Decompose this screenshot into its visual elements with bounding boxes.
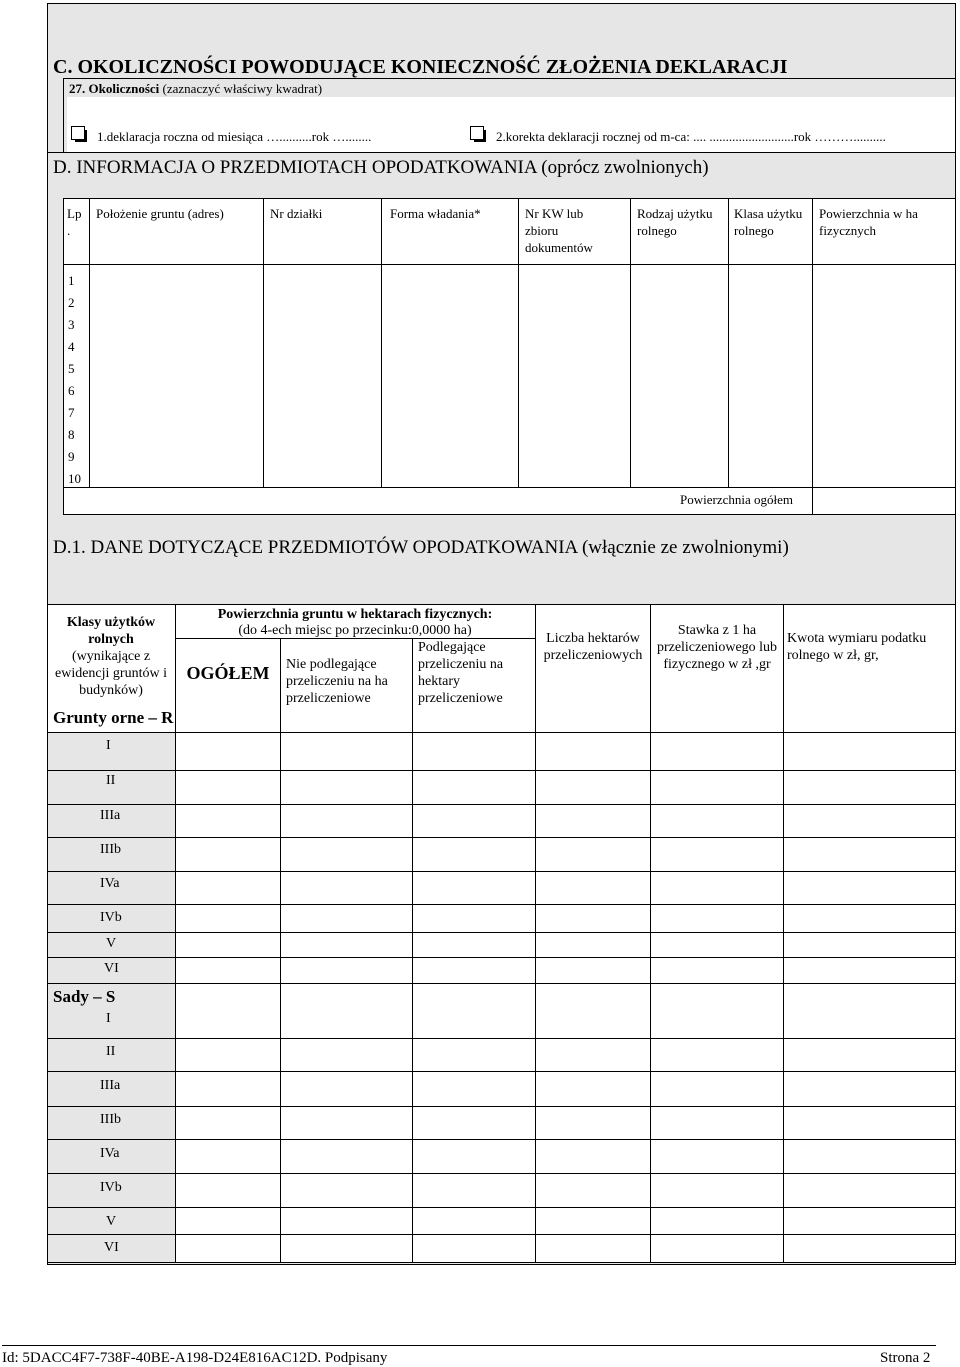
total-area-field[interactable] [813,488,955,514]
footer-rule [2,1345,936,1346]
row-number: 5 [68,361,75,376]
header-plot: Nr działki [270,206,323,221]
section-c-title: C. OKOLICZNOŚCI POWODUJĄCE KONIECZNOŚĆ ZŁOŻENIA DEKLARACJI [53,56,788,78]
table-d1-body [47,732,956,1262]
class-row-label: IIIa [100,808,121,823]
header-classes-title: Klasy użytków rolnych [66,615,156,647]
row-number: 2 [68,295,75,310]
header-usage-class: Klasa użytku rolnego [734,206,803,238]
row-number: 3 [68,317,75,332]
section-d1-title: D.1. DANE DOTYCZĄCE PRZEDMIOTÓW OPODATKOWANIA (włącznie ze zwolnionymi) [53,537,789,558]
total-area-label: Powierzchnia ogółem [680,492,793,507]
group-orchards-label: Sady – S [53,987,116,1006]
group-arable-label: Grunty orne – R [53,708,174,727]
class-row-label: I [106,1011,111,1026]
row-number: 9 [68,449,75,464]
row-number: 4 [68,339,75,354]
section-d-title: D. INFORMACJA O PRZEDMIOTACH OPODATKOWANIA (oprócz zwolnionych) [53,157,709,178]
field-27-number: 27. Okoliczności [69,81,160,96]
header-ownership: Forma władania* [390,206,481,221]
header-location: Położenie gruntu (adres) [96,206,224,221]
header-tax: Kwota wymiaru podatku rolnego w zł, gr, [787,631,927,663]
row-number: 6 [68,383,75,398]
footer-id: Id: 5DACC4F7-738F-40BE-A198-D24E816AC12D. Podpisany [2,1350,388,1366]
header-area-sub: (do 4-ech miejsc po przecinku:0,0000 ha) [238,623,472,638]
field-27-label [69,80,322,97]
field-27-hint: (zaznaczyć właściwy kwadrat) [159,81,323,96]
header-lp: Lp . [67,206,82,238]
header-classes [49,614,173,699]
class-row-label: IIIb [100,1112,121,1127]
header-area: Powierzchnia w ha fizycznych [819,206,918,238]
row-number: 1 [68,273,75,288]
row-number: 8 [68,427,75,442]
header-converted: Podlegające przeliczeniu na hektary przeliczeniowe [418,640,504,706]
checkbox-annual[interactable] [71,126,85,140]
header-kw: Nr KW lub zbioru dokumentów [525,206,593,255]
header-total: OGÓŁEM [186,663,270,683]
footer-page: Strona 2 [880,1350,931,1366]
header-usage-type: Rodzaj użytku rolnego [637,206,713,238]
class-row-label: II [106,773,116,788]
header-rate: Stawka z 1 ha przeliczeniowego lub fizycznego w zł ,gr [656,623,778,672]
checkbox-correction[interactable] [470,126,484,140]
class-row-label: I [106,738,111,753]
table-d-body [63,198,956,514]
header-classes-sub: (wynikające z ewidencji gruntów i budynków) [55,649,167,698]
option-correction-label: 2.korekta deklaracji rocznej od m-ca: .... ..........................rok ……….......... [496,129,886,144]
header-not-converted: Nie podlegające przeliczeniu na ha przeliczeniowe [286,657,388,706]
class-row-label: IVb [100,910,122,925]
class-row-label: IIIa [100,1078,121,1093]
class-row-label: II [106,1044,116,1059]
class-row-label: IVa [100,876,120,891]
class-row-label: IVa [100,1146,120,1161]
class-row-label: VI [104,961,119,976]
header-area-title: Powierzchnia gruntu w hektarach fizycznych: [217,607,493,622]
row-number: 10 [68,471,81,486]
header-hectares: Liczba hektarów przeliczeniowych [543,631,643,663]
option-annual-label: 1.deklaracja roczna od miesiąca …..........rok …........ [97,129,372,144]
class-row-label: IVb [100,1180,122,1195]
class-row-label: V [106,1214,117,1229]
class-row-label: V [106,936,117,951]
class-row-label: IIIb [100,842,121,857]
row-number: 7 [68,405,75,420]
class-row-label: VI [104,1240,119,1255]
